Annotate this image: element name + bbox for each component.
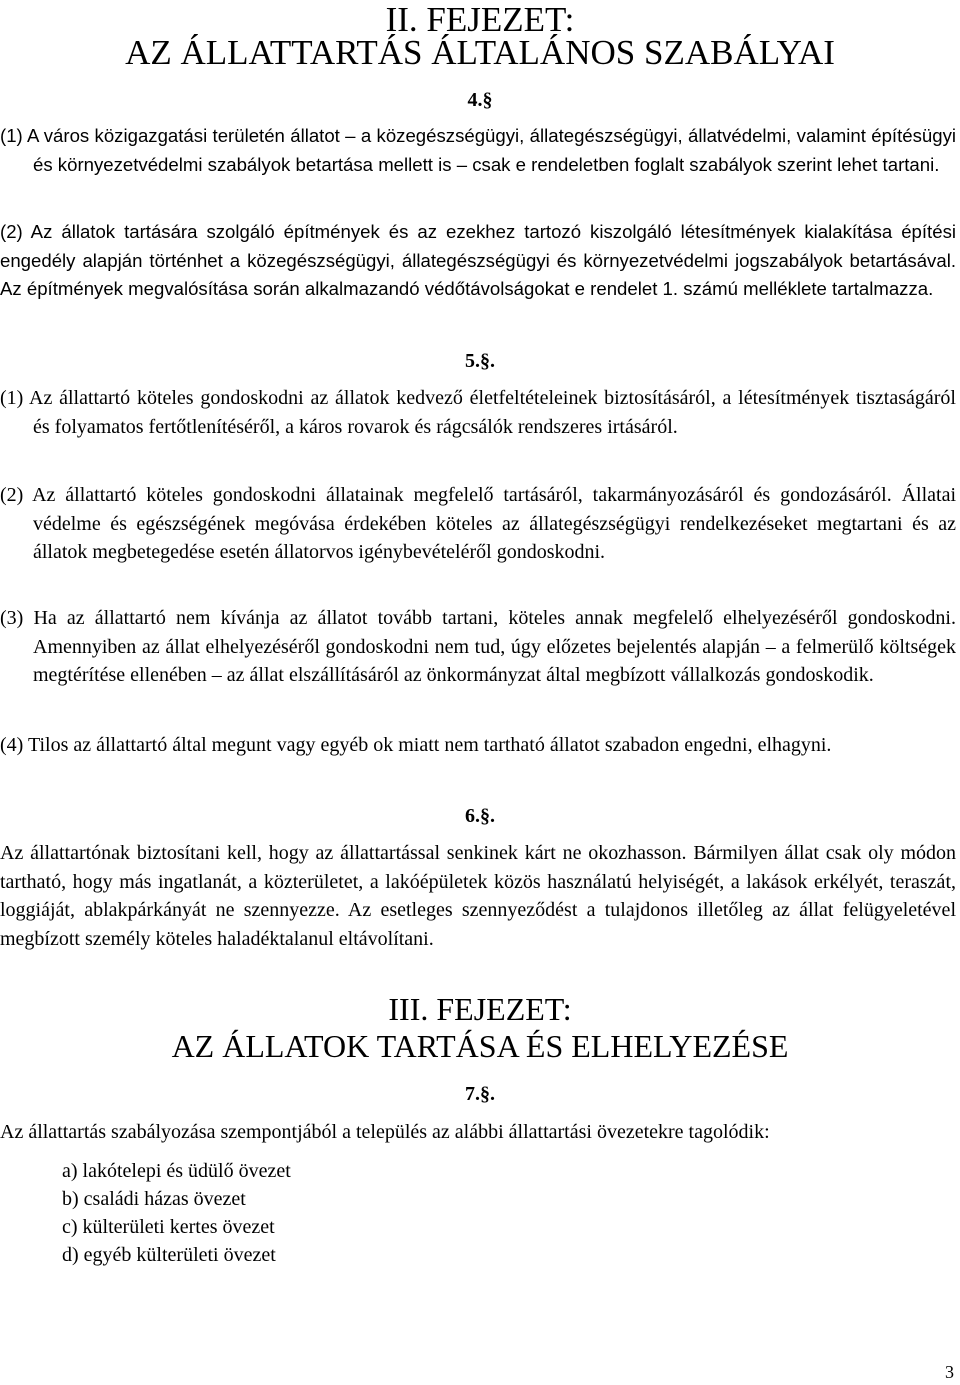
page-number: 3 — [945, 1362, 954, 1382]
chapter-2-title: AZ ÁLLATTARTÁS ÁLTALÁNOS SZABÁLYAI — [125, 33, 835, 72]
section-5-heading: 5.§. — [465, 350, 495, 372]
zone-list — [62, 1157, 291, 1269]
section-4-paragraph-1: (1) A város közigazgatási területén állatot – a közegészségügyi, állategészségügyi, állatvédelmi, valamint építésügyi és környezetvédelmi szabályok betartása mellett is – csak e rendeletben foglalt szabályok szerint lehet tartani. — [0, 125, 956, 175]
section-6-heading: 6.§. — [465, 805, 495, 827]
list-item: c) külterületi kertes övezet — [62, 1216, 275, 1238]
section-7-heading: 7.§. — [465, 1083, 495, 1105]
section-6-paragraph: Az állattartónak biztosítani kell, hogy az állattartással senkinek kárt ne okozhasson. Bármilyen állat csak oly módon tartható, hogy más ingatlanát, a közterületet, a lakóépületek közös használatú helyiségét, a lakások erkélyét, teraszát, loggiáját, ablakpárkányát ne szennyezze. Az esetleges szennyeződést a tulajdonos illetőleg az állat felügyeletével megbízott személy köteles haladéktalanul eltávolítani. — [0, 842, 956, 950]
section-4-heading: 4.§ — [467, 89, 493, 111]
section-7-paragraph: Az állattartás szabályozása szempontjából a település az alábbi állattartási övezetekre tagolódik: — [0, 1121, 770, 1143]
section-4-paragraph-2: (2) Az állatok tartására szolgáló építmények és az ezekhez tartozó kiszolgáló létesítmények kialakítása építési engedély alapján történhet a közegészségügyi, állategészségügyi és környezetvédelmi jogszabályok betartásával. Az építmények megvalósítása során alkalmazandó védőtávolságokat e rendelet 1. számú melléklete tartalmazza. — [0, 221, 956, 299]
section-5-paragraph-2: (2) Az állattartó köteles gondoskodni állatainak megfelelő tartásáról, takarmányozásáról és gondozásáról. Állatai védelme és egészségének megóvása érdekében köteles az állategészségügyi rendelkezéseket megtartani és az állatok megbetegedése esetén állatorvos igénybevételéről gondoskodni. — [0, 484, 956, 563]
chapter-3-number: III. FEJEZET: — [388, 991, 572, 1027]
section-5-paragraph-3: (3) Ha az állattartó nem kívánja az állatot tovább tartani, köteles annak megfelelő elhelyezéséről gondoskodni. Amennyiben az állat elhelyezéséről gondoskodni nem tud, úgy előzetes bejelentés alapján – a felmerülő költségek megtérítése ellenében – az állat elszállításáról az önkormányzat által megbízott vállalkozás gondoskodik. — [0, 607, 956, 686]
chapter-2-number: II. FEJEZET: — [385, 0, 575, 39]
list-item: a) lakótelepi és üdülő övezet — [62, 1160, 291, 1182]
list-item: d) egyéb külterületi övezet — [62, 1244, 276, 1266]
section-5-paragraph-1: (1) Az állattartó köteles gondoskodni az állatok kedvező életfeltételeinek biztosításáról, a létesítmények tisztaságáról és folyamatos fertőtlenítéséről, a káros rovarok és rágcsálók rendszeres irtásáról. — [0, 387, 956, 438]
list-item: b) családi házas övezet — [62, 1188, 246, 1210]
chapter-3-title: AZ ÁLLATOK TARTÁSA ÉS ELHELYEZÉSE — [171, 1028, 789, 1064]
section-5-paragraph-4: (4) Tilos az állattartó által megunt vagy egyéb ok miatt nem tartható állatot szabadon engedni, elhagyni. — [0, 734, 832, 756]
